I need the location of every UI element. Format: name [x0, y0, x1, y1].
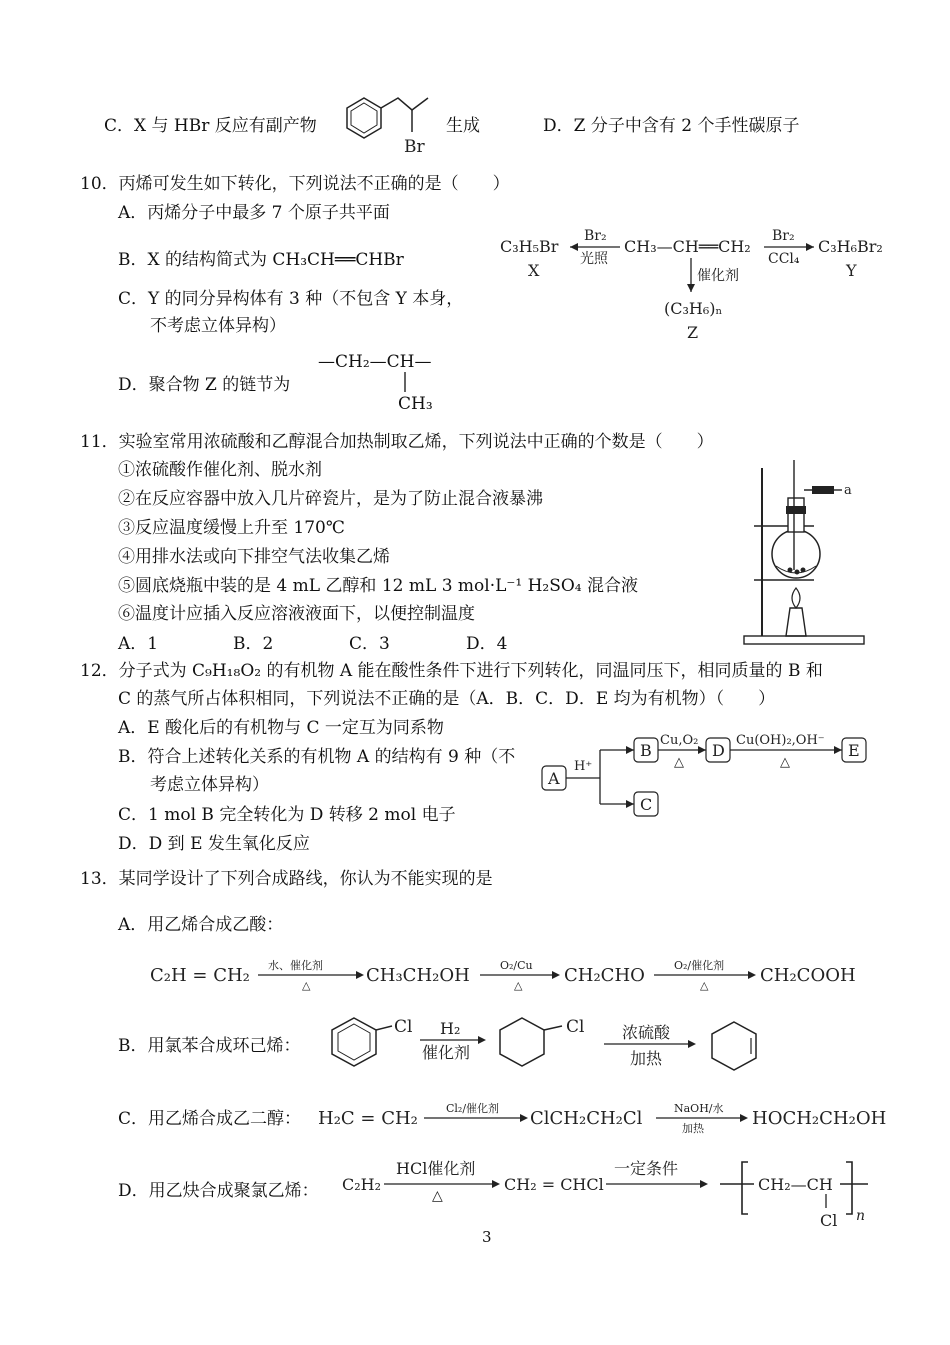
q10-option-c-line1: C．Y 的同分异构体有 3 种（不包含 Y 本身，: [118, 289, 464, 309]
scheme-arrow2-condition: CCl₄: [768, 251, 800, 267]
q11-choice-b: B．2: [233, 634, 274, 654]
route-b-h2: H₂: [440, 1019, 461, 1038]
q13-option-c-label: C．用乙烯合成乙二醇：: [118, 1109, 302, 1129]
q12-option-c: C．1 mol B 完全转化为 D 转移 2 mol 电子: [118, 805, 456, 825]
scheme-x-formula: C₃H₅Br: [500, 237, 559, 256]
q12-stem-line2: C 的蒸气所占体积相同，下列说法不正确的是（A．B．C．D．E 均为有机物）（ ）: [118, 689, 776, 709]
q11-apparatus-diagram: [744, 458, 874, 648]
q11-stem: 11．实验室常用浓硫酸和乙醇混合加热制取乙烯，下列说法中正确的个数是（ ）: [80, 432, 714, 452]
q11-choice-c: C．3: [349, 634, 390, 654]
q10-option-a: A．丙烯分子中最多 7 个原子共平面: [118, 203, 390, 223]
scheme-acid-label: H⁺: [574, 759, 593, 774]
svg-text:△: △: [514, 979, 523, 992]
q9-benzene-structure: [340, 92, 440, 158]
route-a-cond2: O₂/Cu: [500, 959, 533, 972]
q11-item-2: ②在反应容器中放入几片碎瓷片，是为了防止混合液暴沸: [118, 489, 543, 509]
route-a-acid: CH₂COOH: [760, 965, 856, 986]
q9-br-label: Br: [404, 137, 425, 157]
route-b-heat: 加热: [630, 1049, 663, 1068]
scheme-x-label: X: [528, 261, 540, 280]
q13-option-b-label: B．用氯苯合成环己烯：: [118, 1036, 301, 1056]
q11-outlet-label: a: [844, 483, 852, 498]
q13-route-a: [150, 955, 870, 997]
route-d-cond1: HCl催化剂: [396, 1159, 476, 1178]
scheme-catalyst: 催化剂: [697, 268, 739, 284]
scheme-box-b: B: [640, 741, 652, 760]
route-d-vinyl-chloride: CH₂ = CHCl: [504, 1175, 604, 1194]
route-b-catalyst: 催化剂: [422, 1043, 471, 1062]
scheme-cu-o2: Cu,O₂: [660, 733, 699, 748]
q11-item-1: ①浓硫酸作催化剂、脱水剂: [118, 460, 322, 480]
scheme-arrow2-reagent: Br₂: [772, 228, 795, 244]
scheme-box-c: C: [640, 795, 653, 814]
route-a-aldehyde: CH₂CHO: [564, 965, 645, 986]
q12-conversion-scheme: [540, 726, 875, 821]
route-c-cond2b: 加热: [682, 1122, 704, 1135]
scheme-heat-1: △: [674, 755, 684, 770]
q10-stem: 10．丙烯可发生如下转化，下列说法不正确的是（ ）: [80, 174, 510, 194]
route-c-glycol: HOCH₂CH₂OH: [752, 1108, 887, 1129]
q12-option-d: D．D 到 E 发生氧化反应: [118, 834, 310, 854]
scheme-y-formula: C₃H₆Br₂: [818, 237, 883, 256]
q11-item-5: ⑤圆底烧瓶中装的是 4 mL 乙醇和 12 mL 3 mol·L⁻¹ H₂SO₄ 混合液: [118, 576, 639, 596]
q12-option-a: A．E 酸化后的有机物与 C 一定互为同系物: [118, 718, 444, 738]
route-b-cl-2: Cl: [566, 1017, 585, 1037]
q13-route-b: [326, 1012, 776, 1082]
q12-stem-line1: 12．分子式为 C₉H₁₈O₂ 的有机物 A 能在酸性条件下进行下列转化，同温同压下，相同质量的 B 和: [80, 661, 823, 681]
q12-option-b-line1: B．符合上述转化关系的有机物 A 的结构有 9 种（不: [118, 747, 516, 767]
scheme-box-d: D: [712, 741, 725, 760]
scheme-cuoh2: Cu(OH)₂,OH⁻: [736, 733, 825, 748]
page-number: 3: [482, 1228, 492, 1246]
q11-item-4: ④用排水法或向下排空气法收集乙烯: [118, 547, 390, 567]
route-d-cond2: 一定条件: [614, 1159, 679, 1178]
scheme-propene: CH₃—CH══CH₂: [624, 237, 751, 256]
scheme-box-e: E: [848, 741, 860, 760]
route-c-cond2: NaOH/水: [674, 1102, 724, 1115]
q9-option-c-suffix: 生成: [446, 116, 480, 136]
q10-option-d: D．聚合物 Z 的链节为: [118, 375, 291, 395]
q13-option-a-label: A．用乙烯合成乙酸：: [118, 915, 284, 935]
route-a-cond3: O₂/催化剂: [674, 959, 725, 972]
route-a-ethylene: C₂H = CH₂: [150, 965, 250, 986]
route-d-polymer-unit: CH₂—CH: [758, 1175, 833, 1194]
q13-option-d-label: D．用乙炔合成聚氯乙烯：: [118, 1181, 319, 1201]
scheme-box-a: A: [548, 769, 560, 788]
q10-chain-methyl: CH₃: [398, 394, 433, 414]
svg-text:△: △: [700, 979, 709, 992]
route-b-cl-1: Cl: [394, 1017, 413, 1037]
route-a-cond1: 水、催化剂: [268, 959, 323, 972]
q13-route-d: [342, 1152, 882, 1232]
scheme-z-formula: (C₃H₆)ₙ: [664, 299, 723, 318]
q10-chain-bond: [400, 372, 410, 394]
scheme-y-label: Y: [846, 261, 857, 280]
scheme-z-label: Z: [687, 323, 699, 342]
q10-option-c-line2: 不考虑立体异构）: [150, 316, 286, 336]
scheme-arrow1-reagent: Br₂: [584, 228, 607, 244]
q10-reaction-scheme: [496, 222, 896, 347]
q10-chain-unit: —CH₂—CH—: [318, 352, 432, 372]
route-d-polymer-cl: Cl: [820, 1211, 838, 1230]
q13-stem: 13．某同学设计了下列合成路线，你认为不能实现的是: [80, 869, 493, 889]
route-a-ethanol: CH₃CH₂OH: [366, 965, 470, 986]
q10-option-b: B．X 的结构简式为 CH₃CH══CHBr: [118, 250, 404, 270]
svg-text:△: △: [432, 1188, 443, 1204]
svg-text:△: △: [302, 979, 311, 992]
route-d-n: n: [856, 1208, 866, 1224]
route-d-acetylene: C₂H₂: [342, 1175, 382, 1194]
scheme-heat-2: △: [780, 755, 790, 770]
route-c-dichloro: ClCH₂CH₂Cl: [530, 1108, 643, 1129]
scheme-arrow1-condition: 光照: [580, 251, 608, 267]
q12-option-b-line2: 考虑立体异构）: [150, 775, 269, 795]
q13-route-c: [318, 1098, 898, 1140]
q11-choice-d: D．4: [466, 634, 508, 654]
q11-choice-a: A．1: [118, 634, 159, 654]
q11-item-6: ⑥温度计应插入反应溶液液面下，以便控制温度: [118, 604, 475, 624]
route-b-h2so4: 浓硫酸: [622, 1023, 671, 1042]
q11-item-3: ③反应温度缓慢上升至 170℃: [118, 518, 345, 538]
route-c-ethylene: H₂C = CH₂: [318, 1108, 418, 1129]
route-c-cond1: Cl₂/催化剂: [446, 1102, 500, 1115]
q9-option-c-text: C．X 与 HBr 反应有副产物: [104, 116, 317, 136]
q9-option-d: D．Z 分子中含有 2 个手性碳原子: [543, 116, 800, 136]
